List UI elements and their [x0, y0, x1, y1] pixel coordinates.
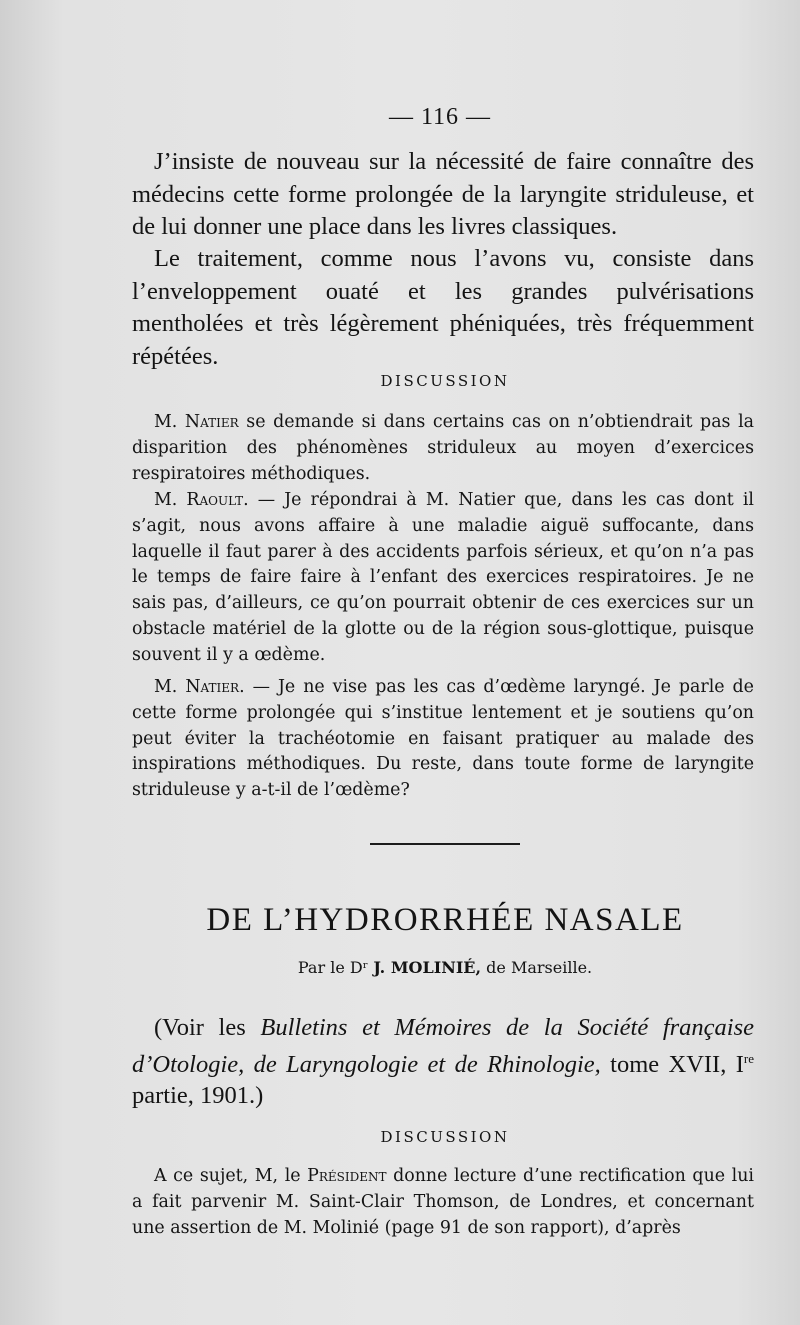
reference-middle: tome XVII, I — [600, 1051, 744, 1079]
discussion-natier-1 — [132, 410, 754, 487]
discussion-raoult — [132, 488, 754, 669]
discussion-natier-2 — [132, 675, 754, 804]
discussion-heading-2: DISCUSSION — [380, 1128, 510, 1146]
page-number: — 116 — — [388, 104, 492, 130]
discussion-president — [132, 1164, 754, 1241]
discussion-heading-1: DISCUSSION — [380, 372, 510, 390]
reference-journal: Bulletins et Mémoires de la Société française d’Otologie, de Laryngologie et de Rhinologie, — [132, 1014, 754, 1079]
speech-text: — Je répondrai à M. Natier que, dans les cas dont il s’agit, nous avons affaire à une maladie aiguë suffocante, dans laquelle il faut parer à des accidents parfois sérieux, et qu’on n’a pas le temps de faire faire à l’enfant des exercices respiratoires. Je ne sais pas, d’ailleurs, ce qu’on pourrait obtenir de ces exercices sur un obstacle matériel de la glotte ou de la région sous-glottique, puisque souvent il y a œdème. — [132, 490, 754, 665]
speech-lead: A ce sujet, M, le — [154, 1166, 308, 1186]
intro-paragraph-1: J’insiste de nouveau sur la nécessité de faire connaître des médecins cette forme prolongée de la laryngite striduleuse, et de lui donner une place dans les livres classiques. — [132, 148, 754, 240]
byline-suffix: de Marseille. — [481, 958, 593, 977]
section-divider — [370, 843, 520, 845]
speech-text: donne lecture d’une rectification que lui a fait parvenir M. Saint-Clair Thomson, de Londres, et concernant une assertion de M. Molinié (page 91 de son rapport), d’après — [132, 1166, 754, 1238]
article-byline — [0, 958, 800, 977]
speech-text: — Je ne vise pas les cas d’œdème laryngé. Je parle de cette forme prolongée qui s’institue lentement et je soutiens qu’on peut éviter la trachéotomie en faisant pratiquer au malade des inspirations méthodiques. Du reste, dans toute forme de laryngite striduleuse y a-t-il de l’œdème? — [132, 677, 754, 801]
byline-prefix: Par le Dʳ — [297, 958, 374, 977]
speaker-name: M. Natier — [154, 412, 239, 432]
speaker-name: M. Raoult. — [154, 490, 249, 510]
article-title: DE L’HYDRORRHÉE NASALE — [206, 902, 684, 938]
speaker-name: M. Natier. — [154, 677, 245, 697]
byline-author: J. MOLINIÉ, — [373, 958, 482, 977]
intro-paragraph-2: Le traitement, comme nous l’avons vu, consiste dans l’enveloppement ouaté et les grandes pulvérisations mentholées et très légèrement phéniquées, très fréquemment répétées. — [132, 245, 754, 370]
reference-open: (Voir les — [154, 1014, 261, 1041]
speech-text: se demande si dans certains cas on n’obtiendrait pas la disparition des phénomènes striduleux au moyen d’exercices respiratoires méthodiques. — [132, 412, 754, 484]
reference-close: partie, 1901.) — [132, 1082, 264, 1110]
speaker-name: Président — [307, 1166, 387, 1186]
reference-sup: re — [743, 1051, 754, 1066]
reference-note — [132, 1012, 754, 1111]
